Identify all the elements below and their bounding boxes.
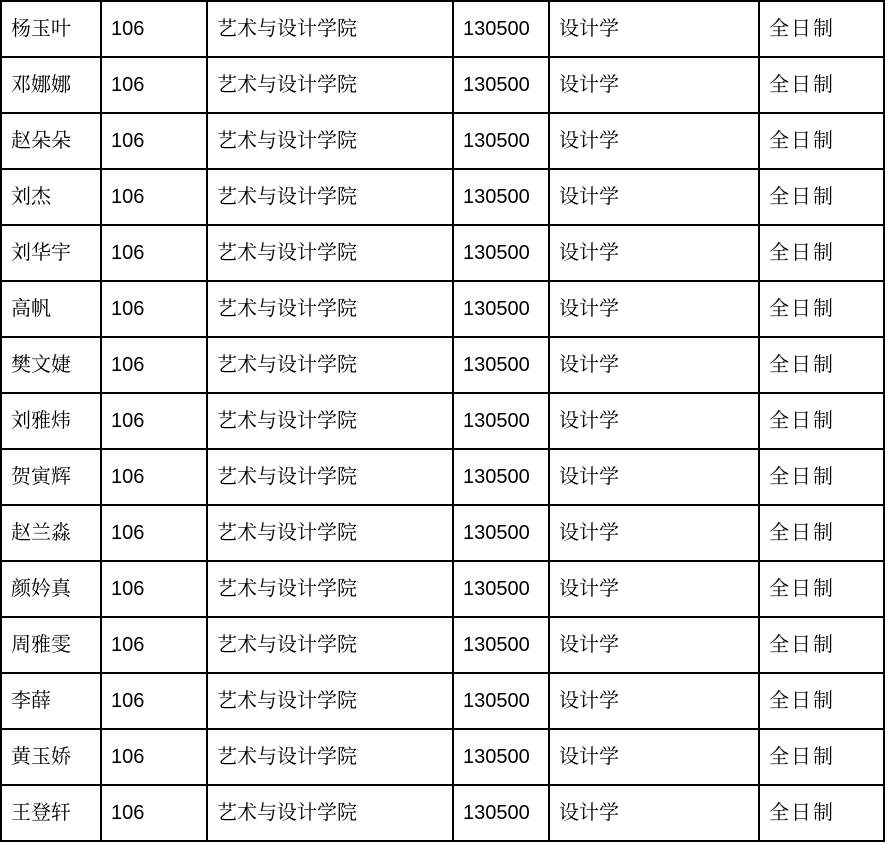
cell-student-name: 赵兰淼 — [1, 505, 101, 561]
cell-major-code: 130500 — [453, 785, 549, 841]
cell-college-code: 106 — [101, 1, 207, 57]
cell-major-code: 130500 — [453, 225, 549, 281]
cell-student-name: 刘华宇 — [1, 225, 101, 281]
cell-student-name: 颜妗真 — [1, 561, 101, 617]
cell-student-name: 周雅雯 — [1, 617, 101, 673]
table-row — [1, 57, 884, 113]
cell-student-name: 高帆 — [1, 281, 101, 337]
cell-major-name: 设计学 — [549, 449, 759, 505]
cell-study-type: 全日制 — [759, 729, 884, 785]
cell-major-name: 设计学 — [549, 169, 759, 225]
cell-major-code: 130500 — [453, 169, 549, 225]
cell-college-name: 艺术与设计学院 — [207, 1, 453, 57]
cell-college-name: 艺术与设计学院 — [207, 393, 453, 449]
cell-study-type: 全日制 — [759, 505, 884, 561]
cell-student-name: 杨玉叶 — [1, 1, 101, 57]
cell-college-name: 艺术与设计学院 — [207, 281, 453, 337]
cell-major-code: 130500 — [453, 729, 549, 785]
cell-college-name: 艺术与设计学院 — [207, 729, 453, 785]
cell-study-type: 全日制 — [759, 785, 884, 841]
cell-major-name: 设计学 — [549, 1, 759, 57]
cell-student-name: 李薛 — [1, 673, 101, 729]
cell-college-code: 106 — [101, 561, 207, 617]
cell-major-name: 设计学 — [549, 225, 759, 281]
cell-major-code: 130500 — [453, 505, 549, 561]
cell-student-name: 黄玉娇 — [1, 729, 101, 785]
cell-major-name: 设计学 — [549, 729, 759, 785]
table-row — [1, 1, 884, 57]
table-row — [1, 113, 884, 169]
cell-major-code: 130500 — [453, 1, 549, 57]
cell-college-code: 106 — [101, 785, 207, 841]
cell-study-type: 全日制 — [759, 337, 884, 393]
cell-college-code: 106 — [101, 169, 207, 225]
cell-student-name: 王登轩 — [1, 785, 101, 841]
table-row — [1, 617, 884, 673]
cell-student-name: 贺寅辉 — [1, 449, 101, 505]
cell-student-name: 刘雅炜 — [1, 393, 101, 449]
cell-college-name: 艺术与设计学院 — [207, 449, 453, 505]
table-row — [1, 337, 884, 393]
cell-major-name: 设计学 — [549, 561, 759, 617]
cell-college-name: 艺术与设计学院 — [207, 225, 453, 281]
cell-college-code: 106 — [101, 673, 207, 729]
cell-college-code: 106 — [101, 225, 207, 281]
cell-major-name: 设计学 — [549, 673, 759, 729]
cell-student-name: 刘杰 — [1, 169, 101, 225]
table-row — [1, 169, 884, 225]
cell-college-name: 艺术与设计学院 — [207, 337, 453, 393]
cell-college-code: 106 — [101, 57, 207, 113]
cell-study-type: 全日制 — [759, 113, 884, 169]
cell-major-name: 设计学 — [549, 281, 759, 337]
cell-major-code: 130500 — [453, 449, 549, 505]
table-row — [1, 225, 884, 281]
table-body — [1, 1, 884, 841]
cell-college-name: 艺术与设计学院 — [207, 113, 453, 169]
cell-college-name: 艺术与设计学院 — [207, 505, 453, 561]
cell-major-name: 设计学 — [549, 337, 759, 393]
cell-student-name: 赵朵朵 — [1, 113, 101, 169]
cell-college-name: 艺术与设计学院 — [207, 169, 453, 225]
cell-major-code: 130500 — [453, 673, 549, 729]
cell-study-type: 全日制 — [759, 561, 884, 617]
cell-major-code: 130500 — [453, 281, 549, 337]
cell-college-name: 艺术与设计学院 — [207, 785, 453, 841]
cell-major-code: 130500 — [453, 393, 549, 449]
cell-study-type: 全日制 — [759, 169, 884, 225]
cell-college-code: 106 — [101, 113, 207, 169]
table-row — [1, 505, 884, 561]
cell-college-code: 106 — [101, 393, 207, 449]
cell-study-type: 全日制 — [759, 449, 884, 505]
cell-student-name: 樊文婕 — [1, 337, 101, 393]
cell-study-type: 全日制 — [759, 393, 884, 449]
cell-college-name: 艺术与设计学院 — [207, 673, 453, 729]
cell-college-code: 106 — [101, 729, 207, 785]
table-row — [1, 673, 884, 729]
cell-study-type: 全日制 — [759, 225, 884, 281]
cell-major-code: 130500 — [453, 113, 549, 169]
table-row — [1, 785, 884, 841]
cell-college-name: 艺术与设计学院 — [207, 561, 453, 617]
cell-major-code: 130500 — [453, 337, 549, 393]
table-row — [1, 281, 884, 337]
cell-college-code: 106 — [101, 337, 207, 393]
cell-major-name: 设计学 — [549, 617, 759, 673]
cell-study-type: 全日制 — [759, 281, 884, 337]
cell-college-code: 106 — [101, 449, 207, 505]
table-row — [1, 729, 884, 785]
cell-college-name: 艺术与设计学院 — [207, 617, 453, 673]
cell-major-code: 130500 — [453, 561, 549, 617]
cell-major-name: 设计学 — [549, 57, 759, 113]
table-row — [1, 561, 884, 617]
cell-student-name: 邓娜娜 — [1, 57, 101, 113]
cell-major-name: 设计学 — [549, 113, 759, 169]
cell-major-name: 设计学 — [549, 393, 759, 449]
cell-study-type: 全日制 — [759, 1, 884, 57]
table-row — [1, 393, 884, 449]
cell-study-type: 全日制 — [759, 673, 884, 729]
cell-college-name: 艺术与设计学院 — [207, 57, 453, 113]
cell-study-type: 全日制 — [759, 57, 884, 113]
cell-major-name: 设计学 — [549, 505, 759, 561]
table-row — [1, 449, 884, 505]
cell-study-type: 全日制 — [759, 617, 884, 673]
cell-college-code: 106 — [101, 281, 207, 337]
cell-major-code: 130500 — [453, 617, 549, 673]
cell-college-code: 106 — [101, 617, 207, 673]
cell-college-code: 106 — [101, 505, 207, 561]
cell-major-name: 设计学 — [549, 785, 759, 841]
cell-major-code: 130500 — [453, 57, 549, 113]
